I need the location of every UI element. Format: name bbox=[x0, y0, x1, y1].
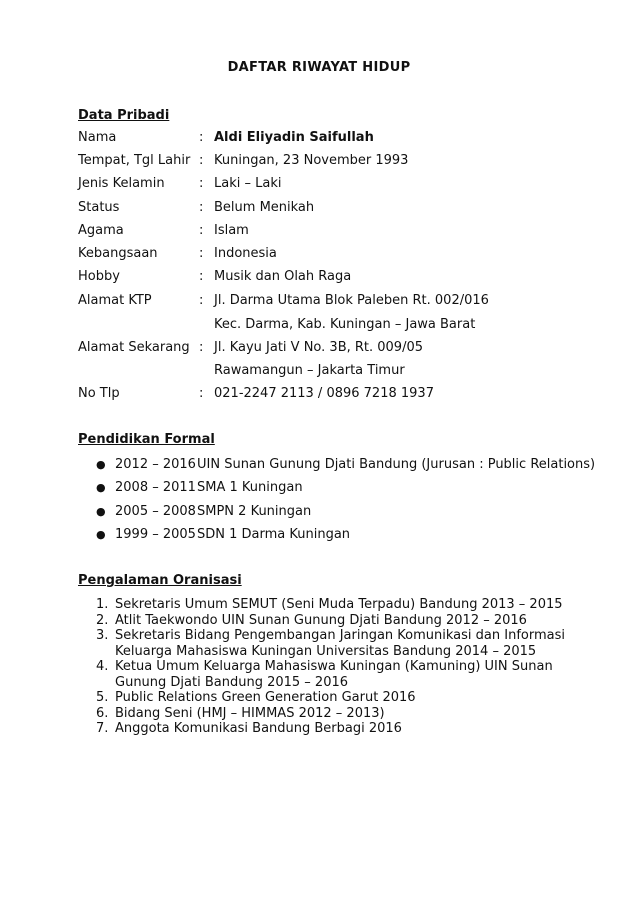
list-number: 2. bbox=[96, 612, 109, 628]
organization-text: Sekretaris Bidang Pengembangan Jaringan Komunikasi dan Informasi Keluarga Mahasiswa Kuningan Universitas Bandung 2014 – 2015 bbox=[115, 628, 565, 659]
bullet-icon: ● bbox=[96, 481, 106, 494]
field-value: Kuningan, 23 November 1993 bbox=[214, 153, 409, 168]
field-label: Hobby bbox=[78, 269, 120, 284]
organization-text: Sekretaris Umum SEMUT (Seni Muda Terpadu) Bandung 2013 – 2015 bbox=[115, 597, 563, 612]
list-number: 3. bbox=[96, 628, 109, 643]
section-heading-personal: Data Pribadi bbox=[78, 108, 170, 123]
organization-text: Public Relations Green Generation Garut 2016 bbox=[115, 690, 416, 705]
list-number: 1. bbox=[96, 597, 109, 612]
section-heading-education: Pendidikan Formal bbox=[78, 432, 215, 447]
education-school: UIN Sunan Gunung Djati Bandung (Jurusan : Public Relations) bbox=[197, 457, 596, 472]
organization-text: Atlit Taekwondo UIN Sunan Gunung Djati Bandung 2012 – 2016 bbox=[115, 612, 527, 628]
list-number: 4. bbox=[96, 659, 109, 674]
field-value-name: Aldi Eliyadin Saifullah bbox=[214, 130, 374, 145]
field-label: Tempat, Tgl Lahir bbox=[78, 153, 191, 168]
list-item bbox=[96, 721, 566, 737]
list-item bbox=[96, 613, 566, 629]
list-item bbox=[96, 628, 566, 659]
education-school: SMA 1 Kuningan bbox=[197, 480, 303, 495]
education-period: 2005 – 2008 bbox=[115, 504, 196, 519]
field-value: 021-2247 2113 / 0896 7218 1937 bbox=[214, 386, 434, 401]
field-separator: : bbox=[199, 176, 204, 191]
field-separator: : bbox=[199, 130, 204, 145]
field-label: Agama bbox=[78, 223, 124, 238]
field-label: Status bbox=[78, 200, 120, 215]
section-heading-organization: Pengalaman Oranisasi bbox=[78, 573, 242, 588]
list-item bbox=[96, 659, 566, 690]
field-separator: : bbox=[199, 153, 204, 168]
field-value: Musik dan Olah Raga bbox=[214, 269, 352, 284]
field-value-continuation: Kec. Darma, Kab. Kuningan – Jawa Barat bbox=[214, 317, 476, 332]
field-value: Belum Menikah bbox=[214, 200, 315, 215]
list-number: 6. bbox=[96, 705, 109, 721]
organization-text: Anggota Komunikasi Bandung Berbagi 2016 bbox=[115, 721, 402, 736]
list-number: 7. bbox=[96, 721, 109, 736]
field-separator: : bbox=[199, 293, 204, 308]
field-value: Laki – Laki bbox=[214, 176, 282, 191]
field-separator: : bbox=[199, 340, 204, 355]
bullet-icon: ● bbox=[96, 528, 106, 541]
field-separator: : bbox=[199, 269, 204, 284]
field-value: Indonesia bbox=[214, 246, 277, 261]
document-title: DAFTAR RIWAYAT HIDUP bbox=[227, 60, 411, 75]
field-label: Kebangsaan bbox=[78, 246, 158, 261]
field-label: Alamat KTP bbox=[78, 293, 152, 308]
field-value-continuation: Rawamangun – Jakarta Timur bbox=[214, 363, 405, 378]
list-number: 5. bbox=[96, 690, 109, 705]
education-period: 1999 – 2005 bbox=[115, 527, 196, 542]
organization-text: Bidang Seni (HMJ – HIMMAS 2012 – 2013) bbox=[115, 705, 385, 721]
list-item bbox=[96, 690, 566, 706]
field-label: Nama bbox=[78, 130, 117, 145]
field-value: Jl. Darma Utama Blok Paleben Rt. 002/016 bbox=[214, 293, 489, 308]
field-separator: : bbox=[199, 386, 204, 401]
field-label: No Tlp bbox=[78, 386, 120, 401]
field-value: Jl. Kayu Jati V No. 3B, Rt. 009/05 bbox=[214, 340, 424, 355]
bullet-icon: ● bbox=[96, 458, 106, 471]
organization-text: Ketua Umum Keluarga Mahasiswa Kuningan (Kamuning) UIN Sunan Gunung Djati Bandung 2015 – 2016 bbox=[115, 659, 553, 690]
field-label: Alamat Sekarang bbox=[78, 340, 190, 355]
bullet-icon: ● bbox=[96, 505, 106, 518]
field-separator: : bbox=[199, 200, 204, 215]
field-separator: : bbox=[199, 246, 204, 261]
field-value: Islam bbox=[214, 223, 249, 238]
education-period: 2012 – 2016 bbox=[115, 457, 196, 472]
education-period: 2008 – 2011 bbox=[115, 480, 196, 495]
list-item bbox=[96, 597, 566, 613]
field-label: Jenis Kelamin bbox=[78, 176, 165, 191]
field-separator: : bbox=[199, 223, 204, 238]
education-school: SMPN 2 Kuningan bbox=[197, 504, 312, 519]
list-item bbox=[96, 706, 566, 722]
education-school: SDN 1 Darma Kuningan bbox=[197, 527, 351, 542]
organization-list bbox=[96, 597, 566, 737]
